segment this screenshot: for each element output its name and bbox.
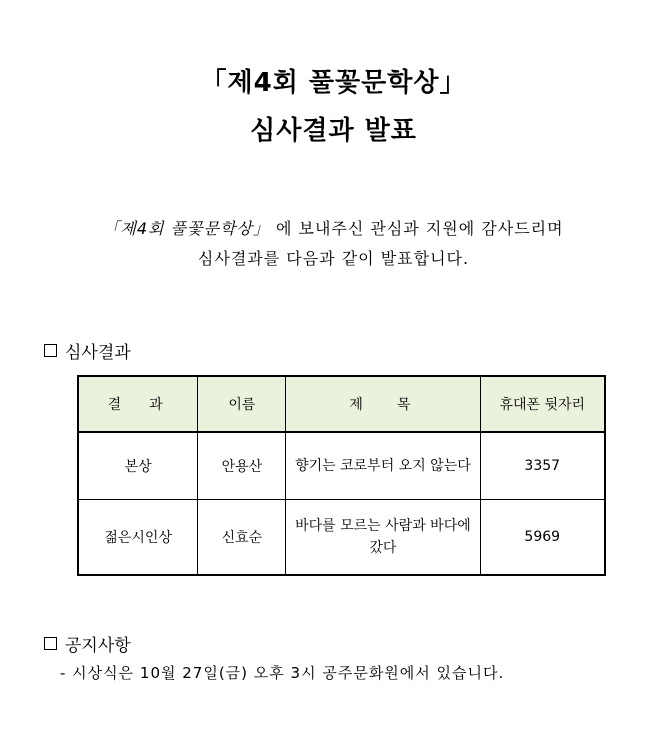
cell-result: 젊은시인상 [78,500,198,576]
table-header-row [78,376,605,432]
results-table [77,375,606,576]
intro-line-1 [0,216,667,239]
table-row [78,500,605,576]
header-result: 결과 [78,376,198,432]
checkbox-icon [44,344,57,357]
table-row [78,432,605,500]
results-section-heading [44,338,131,363]
checkbox-icon [44,637,57,650]
cell-name: 신효순 [198,500,286,576]
header-title: 제목 [286,376,480,432]
page-subtitle: 심사결과 발표 [250,116,417,146]
notice-section-label: 공지사항 [65,636,131,656]
cell-title: 향기는 코로부터 오지 않는다 [286,432,480,500]
notice-text: - 시상식은 10월 27일(금) 오후 3시 공주문화원에서 있습니다. [60,664,505,682]
intro-line-1-rest: 에 보내주신 관심과 지원에 감사드리며 [269,219,564,238]
notice-section-heading [44,631,131,656]
header-name: 이름 [198,376,286,432]
intro-award-name: 「제4회 풀꽃문학상」 [103,219,270,238]
cell-name: 안용산 [198,432,286,500]
cell-title: 바다를 모르는 사람과 바다에 갔다 [286,500,480,576]
header-phone: 휴대폰 뒷자리 [480,376,605,432]
cell-phone: 5969 [480,500,605,576]
page-title: 「제4회 풀꽃문학상」 [200,68,467,98]
cell-phone: 3357 [480,432,605,500]
intro-line-2: 심사결과를 다음과 같이 발표합니다. [197,249,470,268]
cell-result: 본상 [78,432,198,500]
results-section-label: 심사결과 [65,343,131,363]
